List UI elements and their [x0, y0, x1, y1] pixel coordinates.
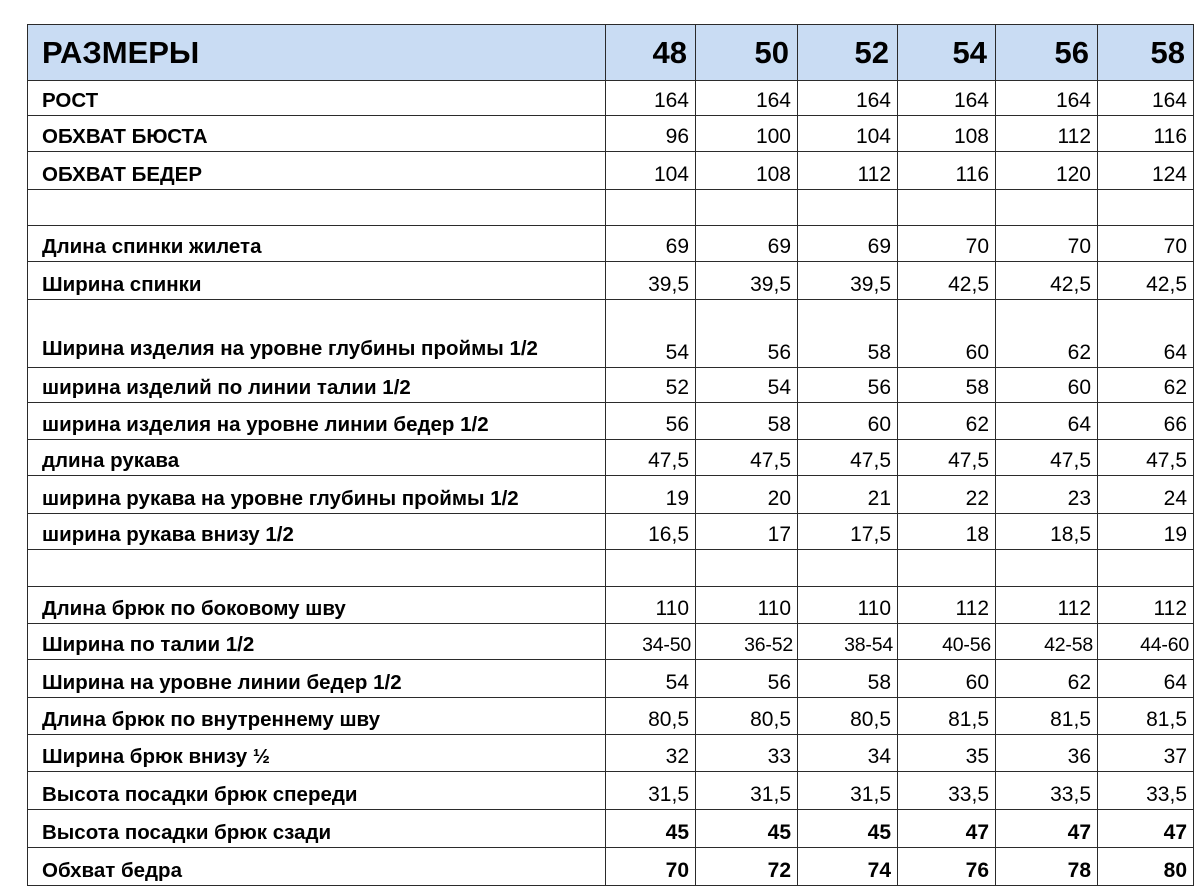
- row-label: РОСТ: [28, 81, 606, 116]
- size-value-cell: 37: [1098, 735, 1194, 772]
- size-value-cell: 72: [696, 848, 798, 886]
- table-row: [28, 624, 1194, 660]
- size-value-cell: 47,5: [996, 440, 1098, 476]
- size-value-cell: 19: [606, 476, 696, 514]
- size-value-cell: 112: [798, 152, 898, 190]
- size-value-cell: 164: [798, 81, 898, 116]
- table-row: [28, 735, 1194, 772]
- row-label: ширина рукава на уровне глубины проймы 1/2: [28, 476, 606, 514]
- size-value-cell: 64: [1098, 660, 1194, 698]
- size-value-cell: 164: [996, 81, 1098, 116]
- size-value-cell: 35: [898, 735, 996, 772]
- row-label: ширина рукава внизу 1/2: [28, 514, 606, 550]
- table-row: [28, 262, 1194, 300]
- size-value-cell: 17,5: [798, 514, 898, 550]
- size-value-cell: 54: [606, 300, 696, 368]
- size-value-cell: 54: [606, 660, 696, 698]
- row-label: Ширина брюк внизу ½: [28, 735, 606, 772]
- size-value-cell: 38-54: [798, 624, 898, 660]
- size-value-cell: 69: [606, 226, 696, 262]
- table-row: [28, 660, 1194, 698]
- size-value-cell: 110: [696, 587, 798, 624]
- size-value-cell: 58: [898, 368, 996, 403]
- size-value-cell: 64: [996, 403, 1098, 440]
- size-value-cell: 45: [606, 810, 696, 848]
- size-value-cell: 164: [1098, 81, 1194, 116]
- table-row: [28, 368, 1194, 403]
- size-value-cell: [1098, 550, 1194, 587]
- size-chart-table: [27, 24, 1194, 886]
- size-value-cell: 69: [696, 226, 798, 262]
- row-label: ширина изделий по линии талии 1/2: [28, 368, 606, 403]
- table-row: [28, 810, 1194, 848]
- table-row: [28, 403, 1194, 440]
- size-value-cell: 120: [996, 152, 1098, 190]
- size-value-cell: 17: [696, 514, 798, 550]
- table-row: [28, 476, 1194, 514]
- size-header: 48: [606, 25, 696, 81]
- size-value-cell: 33,5: [898, 772, 996, 810]
- size-value-cell: 47,5: [696, 440, 798, 476]
- size-value-cell: 116: [1098, 116, 1194, 152]
- size-value-cell: 47: [1098, 810, 1194, 848]
- size-value-cell: 34-50: [606, 624, 696, 660]
- size-value-cell: 78: [996, 848, 1098, 886]
- size-value-cell: 81,5: [996, 698, 1098, 735]
- size-value-cell: 47: [996, 810, 1098, 848]
- size-value-cell: 60: [898, 300, 996, 368]
- size-value-cell: 80,5: [798, 698, 898, 735]
- size-value-cell: 62: [1098, 368, 1194, 403]
- table-row: [28, 772, 1194, 810]
- size-value-cell: [798, 550, 898, 587]
- size-value-cell: 164: [606, 81, 696, 116]
- size-value-cell: 42,5: [996, 262, 1098, 300]
- table-row: [28, 116, 1194, 152]
- size-value-cell: 108: [898, 116, 996, 152]
- size-value-cell: 81,5: [1098, 698, 1194, 735]
- size-value-cell: 16,5: [606, 514, 696, 550]
- size-value-cell: 32: [606, 735, 696, 772]
- size-value-cell: 21: [798, 476, 898, 514]
- size-value-cell: 108: [696, 152, 798, 190]
- size-value-cell: 80: [1098, 848, 1194, 886]
- size-value-cell: [798, 190, 898, 226]
- size-value-cell: 56: [606, 403, 696, 440]
- size-value-cell: 31,5: [798, 772, 898, 810]
- size-value-cell: 100: [696, 116, 798, 152]
- size-value-cell: 58: [798, 300, 898, 368]
- size-value-cell: 52: [606, 368, 696, 403]
- size-value-cell: [606, 190, 696, 226]
- size-value-cell: 20: [696, 476, 798, 514]
- size-value-cell: 62: [996, 300, 1098, 368]
- row-label: Ширина на уровне линии бедер 1/2: [28, 660, 606, 698]
- size-value-cell: 96: [606, 116, 696, 152]
- size-value-cell: 18,5: [996, 514, 1098, 550]
- size-value-cell: 62: [898, 403, 996, 440]
- table-row: [28, 226, 1194, 262]
- size-value-cell: 58: [798, 660, 898, 698]
- size-value-cell: 60: [898, 660, 996, 698]
- size-value-cell: 66: [1098, 403, 1194, 440]
- size-value-cell: 45: [696, 810, 798, 848]
- size-value-cell: 164: [898, 81, 996, 116]
- size-value-cell: 19: [1098, 514, 1194, 550]
- table-row: [28, 848, 1194, 886]
- size-value-cell: 40-56: [898, 624, 996, 660]
- size-value-cell: 70: [606, 848, 696, 886]
- size-value-cell: 54: [696, 368, 798, 403]
- size-value-cell: 23: [996, 476, 1098, 514]
- size-value-cell: 74: [798, 848, 898, 886]
- row-label: ОБХВАТ БЕДЕР: [28, 152, 606, 190]
- table-row-empty: [28, 550, 1194, 587]
- size-value-cell: [996, 190, 1098, 226]
- size-value-cell: 47,5: [606, 440, 696, 476]
- size-value-cell: 104: [798, 116, 898, 152]
- size-value-cell: 56: [696, 660, 798, 698]
- size-value-cell: [898, 550, 996, 587]
- size-value-cell: 47,5: [898, 440, 996, 476]
- size-value-cell: 112: [996, 116, 1098, 152]
- size-value-cell: 34: [798, 735, 898, 772]
- size-value-cell: 56: [798, 368, 898, 403]
- size-header: 50: [696, 25, 798, 81]
- table-row: [28, 152, 1194, 190]
- size-value-cell: 36-52: [696, 624, 798, 660]
- header-label: РАЗМЕРЫ: [28, 25, 606, 81]
- size-value-cell: 80,5: [696, 698, 798, 735]
- size-value-cell: 42-58: [996, 624, 1098, 660]
- size-value-cell: 76: [898, 848, 996, 886]
- size-value-cell: 33,5: [1098, 772, 1194, 810]
- size-value-cell: 64: [1098, 300, 1194, 368]
- size-value-cell: 39,5: [696, 262, 798, 300]
- header-row: [28, 25, 1194, 81]
- size-value-cell: 112: [996, 587, 1098, 624]
- size-value-cell: 70: [898, 226, 996, 262]
- size-value-cell: 110: [798, 587, 898, 624]
- size-value-cell: 22: [898, 476, 996, 514]
- size-value-cell: 44-60: [1098, 624, 1194, 660]
- row-label: Ширина изделия на уровне глубины проймы 1/2: [28, 300, 606, 368]
- table-row: [28, 698, 1194, 735]
- size-value-cell: 60: [996, 368, 1098, 403]
- row-label: Ширина спинки: [28, 262, 606, 300]
- size-value-cell: [996, 550, 1098, 587]
- size-value-cell: 24: [1098, 476, 1194, 514]
- size-value-cell: 80,5: [606, 698, 696, 735]
- table-row: [28, 587, 1194, 624]
- row-label: Ширина по талии 1/2: [28, 624, 606, 660]
- size-value-cell: 39,5: [606, 262, 696, 300]
- size-value-cell: [696, 190, 798, 226]
- size-value-cell: 45: [798, 810, 898, 848]
- size-value-cell: 58: [696, 403, 798, 440]
- size-value-cell: 62: [996, 660, 1098, 698]
- row-label: ширина изделия на уровне линии бедер 1/2: [28, 403, 606, 440]
- size-value-cell: 116: [898, 152, 996, 190]
- row-label: [28, 190, 606, 226]
- size-value-cell: 112: [1098, 587, 1194, 624]
- row-label: Высота посадки брюк спереди: [28, 772, 606, 810]
- size-value-cell: 33,5: [996, 772, 1098, 810]
- row-label: Обхват бедра: [28, 848, 606, 886]
- size-value-cell: [898, 190, 996, 226]
- table-row: [28, 440, 1194, 476]
- size-header: 56: [996, 25, 1098, 81]
- row-label: Высота посадки брюк сзади: [28, 810, 606, 848]
- size-value-cell: 60: [798, 403, 898, 440]
- row-label: Длина спинки жилета: [28, 226, 606, 262]
- size-value-cell: 33: [696, 735, 798, 772]
- table-row-empty: [28, 190, 1194, 226]
- size-value-cell: 47: [898, 810, 996, 848]
- size-value-cell: 124: [1098, 152, 1194, 190]
- size-header: 58: [1098, 25, 1194, 81]
- table-row: [28, 81, 1194, 116]
- row-label: Длина брюк по внутреннему шву: [28, 698, 606, 735]
- size-value-cell: 112: [898, 587, 996, 624]
- size-value-cell: [606, 550, 696, 587]
- size-value-cell: 18: [898, 514, 996, 550]
- size-value-cell: 70: [1098, 226, 1194, 262]
- size-value-cell: 81,5: [898, 698, 996, 735]
- size-value-cell: 110: [606, 587, 696, 624]
- row-label: Длина брюк по боковому шву: [28, 587, 606, 624]
- size-header: 52: [798, 25, 898, 81]
- size-value-cell: 47,5: [798, 440, 898, 476]
- size-value-cell: 69: [798, 226, 898, 262]
- size-value-cell: 70: [996, 226, 1098, 262]
- table-row: [28, 514, 1194, 550]
- size-value-cell: 104: [606, 152, 696, 190]
- size-value-cell: [1098, 190, 1194, 226]
- table-row: [28, 300, 1194, 368]
- size-value-cell: 164: [696, 81, 798, 116]
- size-value-cell: 42,5: [898, 262, 996, 300]
- size-value-cell: 36: [996, 735, 1098, 772]
- size-value-cell: 47,5: [1098, 440, 1194, 476]
- size-header: 54: [898, 25, 996, 81]
- size-value-cell: 31,5: [696, 772, 798, 810]
- size-value-cell: 56: [696, 300, 798, 368]
- row-label: ОБХВАТ БЮСТА: [28, 116, 606, 152]
- size-value-cell: 39,5: [798, 262, 898, 300]
- size-value-cell: 42,5: [1098, 262, 1194, 300]
- row-label: [28, 550, 606, 587]
- row-label: длина рукава: [28, 440, 606, 476]
- size-value-cell: 31,5: [606, 772, 696, 810]
- size-value-cell: [696, 550, 798, 587]
